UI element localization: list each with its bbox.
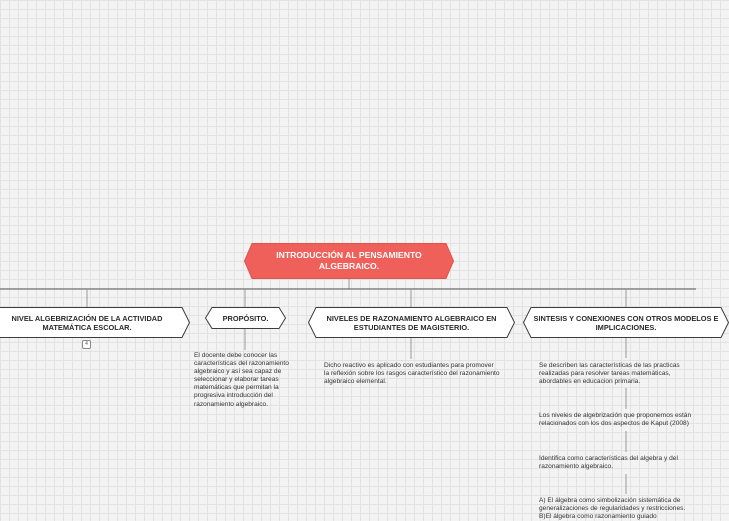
- collapsed-count-badge[interactable]: 4: [82, 340, 91, 349]
- branch-label: SINTESIS Y CONEXIONES CON OTROS MODELOS E IMPLICACIONES.: [533, 313, 719, 332]
- branch-nivel-algebrizacion[interactable]: [0, 307, 190, 338]
- branch-niveles-razonamiento[interactable]: [308, 307, 515, 338]
- note-sintesis-1: Se describen las características de las practicas realizadas para resolver tareas matemáticas, abordables en educacion primaria.: [539, 362, 680, 386]
- branch-label: PROPÓSITO.: [222, 313, 269, 323]
- branch-label: NIVEL ALGEBRIZACIÓN DE LA ACTIVIDAD MATEMÁTICA ESCOLAR.: [11, 313, 163, 332]
- root-topic-title: INTRODUCCIÓN AL PENSAMIENTO ALGEBRAICO.: [276, 250, 422, 271]
- note-sintesis-2: Los niveles de algebrización que proponemos están relacionados con los dos aspectos de Kaput (2008): [539, 412, 692, 428]
- branch-label: NIVELES DE RAZONAMIENTO ALGEBRAICO EN ESTUDIANTES DE MAGISTERIO.: [326, 313, 497, 332]
- note-niveles-razonamiento: Dicho reactivo es aplicado con estudiantes para promover la reflexión sobre los rasgos característico del razonamiento algebraico elemental.: [324, 362, 500, 386]
- note-sintesis-3: Identifica como características del algebra y del razonamiento algebraico.: [539, 455, 678, 471]
- branch-sintesis-conexiones[interactable]: [523, 307, 729, 338]
- note-sintesis-4: A) El álgebra como simbolización sistemática de generalizaciones de regularidades y restricciones. B)El álgebra como razonamiento guiado: [539, 497, 686, 521]
- root-topic[interactable]: [244, 243, 454, 279]
- branch-proposito[interactable]: [205, 307, 286, 329]
- note-proposito: El docente debe conocer las características del razonamiento algebraico y así sea capaz de seleccionar y elaborar tareas matemáticas que permitan la progresiva introducción del razonamiento algebraico.: [194, 352, 289, 408]
